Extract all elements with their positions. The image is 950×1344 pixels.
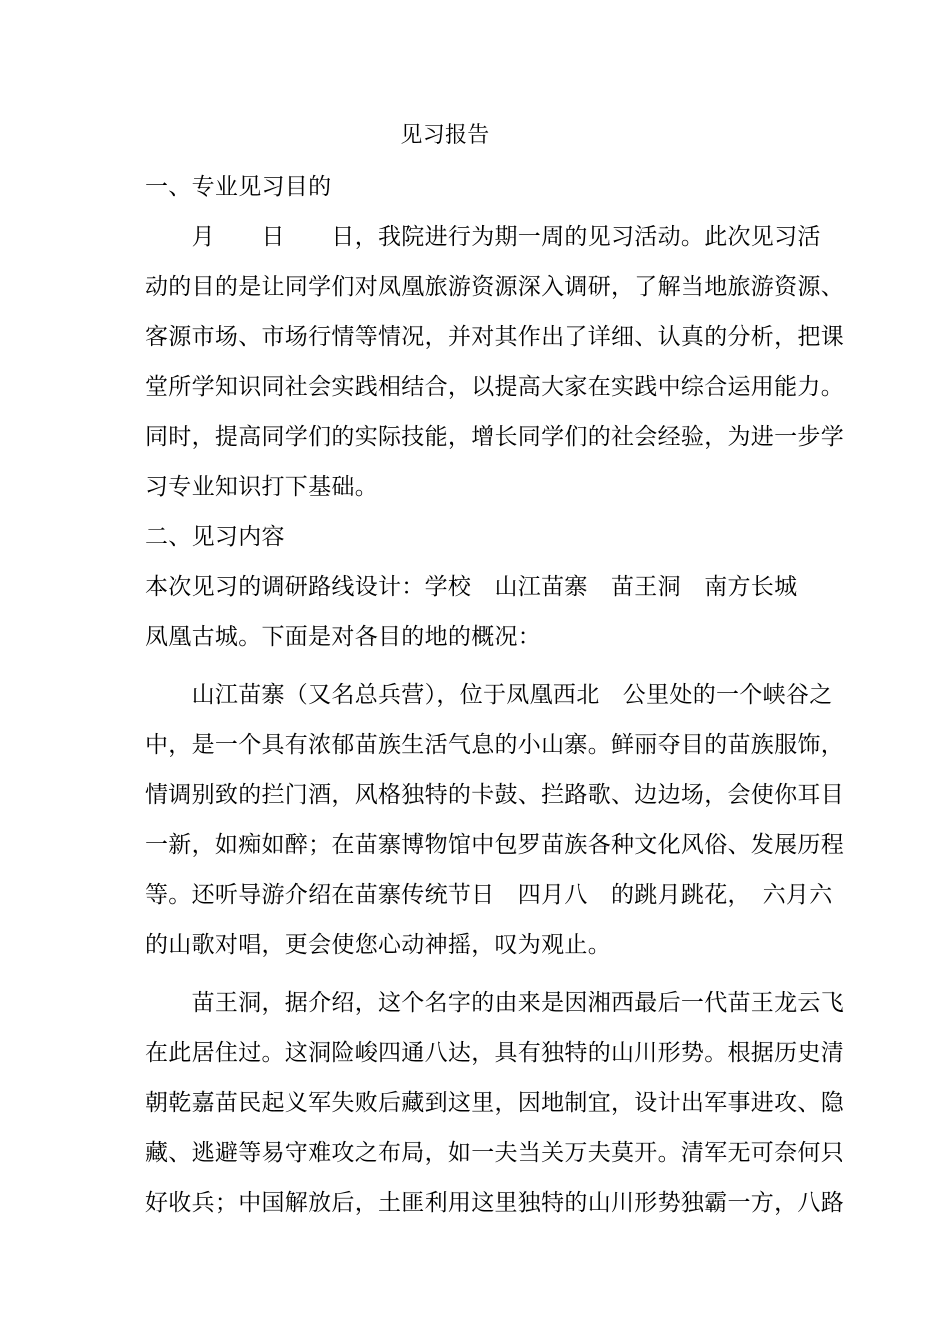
paragraph-line: 客源市场、市场行情等情况，并对其作出了详细、认真的分析，把课 [145,324,844,350]
paragraph-line: 的山歌对唱，更会使您心动神摇，叹为观止。 [145,932,611,958]
paragraph-line: 一新，如痴如醉；在苗寨博物馆中包罗苗族各种文化风俗、发展历程 [145,832,844,858]
paragraph-line: 藏、逃避等易守难攻之布局，如一夫当关万夫莫开。清军无可奈何只 [145,1140,844,1166]
paragraph-line: 习专业知识打下基础。 [145,474,378,500]
paragraph-line: 堂所学知识同社会实践相结合，以提高大家在实践中综合运用能力。 [145,374,844,400]
paragraph-line: 在此居住过。这洞险峻四通八达，具有独特的山川形势。根据历史清 [145,1040,844,1066]
section-heading-content: 二、见习内容 [145,524,285,550]
paragraph-line: 月 日 日，我院进行为期一周的见习活动。此次见习活 [145,224,821,250]
paragraph-line: 苗王洞，据介绍，这个名字的由来是因湘西最后一代苗王龙云飞 [145,990,844,1016]
section-heading-purpose: 一、专业见习目的 [145,174,332,200]
paragraph-line: 朝乾嘉苗民起义军失败后藏到这里，因地制宜，设计出军事进攻、隐 [145,1090,844,1116]
document-title: 见习报告 [400,123,490,148]
paragraph-line: 中，是一个具有浓郁苗族生活气息的小山寨。鲜丽夺目的苗族服饰， [145,732,844,758]
paragraph-line: 凤凰古城。下面是对各目的地的概况： [145,624,542,650]
paragraph-line: 山江苗寨（又名总兵营），位于凤凰西北 公里处的一个峡谷之 [145,682,833,708]
paragraph-line: 等。还听导游介绍在苗寨传统节日 四月八 的跳月跳花， 六月六 [145,882,833,908]
paragraph-line: 情调别致的拦门酒，风格独特的卡鼓、拦路歌、边边场，会使你耳目 [145,782,844,808]
paragraph-line: 本次见习的调研路线设计：学校 山江苗寨 苗王洞 南方长城 [145,574,798,600]
paragraph-line: 同时，提高同学们的实际技能，增长同学们的社会经验，为进一步学 [145,424,844,450]
paragraph-line: 好收兵；中国解放后，土匪利用这里独特的山川形势独霸一方，八路 [145,1190,844,1216]
paragraph-line: 动的目的是让同学们对凤凰旅游资源深入调研，了解当地旅游资源、 [145,274,844,300]
